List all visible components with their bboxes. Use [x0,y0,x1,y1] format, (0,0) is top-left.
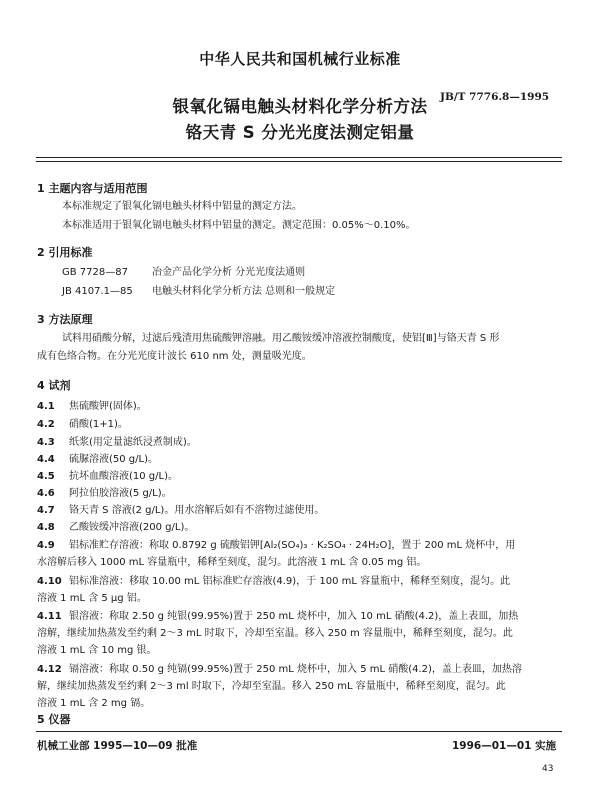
footer-divider [36,731,562,732]
section-1-paragraph-2: 本标准适用于银氧化镉电触头材料中铝量的测定。测定范围：0.05%～0.10%。 [62,220,416,231]
reagent-text: 纸浆(用定量滤纸浸煮制成)。 [69,437,197,448]
reagent-text-continued: 水溶解后移入 1000 mL 容量瓶中，稀释至刻度，混匀。此溶液 1 mL 含 0.05 mg 铝。 [37,557,427,568]
reagent-number: 4.6 [37,488,55,499]
section-3-line-2: 成有色络合物。在分光光度计波长 610 nm 处，测量吸光度。 [37,351,312,362]
reagent-text: 乙酸铵缓冲溶液(200 g/L)。 [69,522,195,533]
reference-code: JB 4107.1—85 [62,286,133,297]
reagent-number: 4.5 [37,471,55,482]
reagent-number: 4.1 [37,401,55,412]
reference-title: 电触头材料化学分析方法 总则和一般规定 [152,286,336,297]
reagent-text: 抗坏血酸溶液(10 g/L)。 [69,471,178,482]
reagent-number: 4.9 [37,540,55,551]
reagent-item [37,400,147,414]
page-number: 43 [542,764,554,774]
reagent-item [37,504,324,518]
reagent-text-continued: 溶液 1 mL 含 2 mg 镉。 [37,698,151,709]
section-2-heading: 2 引用标准 [37,246,93,259]
reagent-text: 阿拉伯胶溶液(5 g/L)。 [69,488,172,499]
reagent-item [37,436,197,450]
reagent-text-continued: 溶液 1 mL 含 10 mg 银。 [37,645,157,656]
reagent-item-4-12 [37,663,522,677]
reagent-text: 镉溶液：称取 0.50 g 纯镉(99.95%)置于 250 mL 烧杯中，加入 5 mL 硝酸(4.2)，盖上表皿，加热溶 [69,664,522,675]
reagent-text: 银溶液：称取 2.50 g 纯银(99.95%)置于 250 mL 烧杯中，加入 10 mL 硝酸(4.2)，盖上表皿，加热 [69,611,519,622]
title-line-1: 银氧化镉电触头材料化学分析方法 [172,97,428,116]
effective-date: 1996—01—01 实施 [452,740,557,752]
section-5-heading: 5 仪器 [37,713,71,726]
reference-code: GB 7728—87 [62,267,128,278]
reagent-number: 4.4 [37,454,55,465]
reagent-text: 硫脲溶液(50 g/L)。 [69,454,158,465]
reagent-text: 焦硫酸钾(固体)。 [69,401,147,412]
standard-category: 中华人民共和国机械行业标准 [199,50,401,68]
reagent-text: 硝酸(1+1)。 [69,419,128,430]
reagent-number: 4.8 [37,522,55,533]
section-3-line-1: 试料用硝酸分解，过滤后残渣用焦硫酸钾溶融。用乙酸铵缓冲溶液控制酸度，使铝[Ⅲ]与铬天青 S 形 [62,333,500,344]
reagent-text-continued: 溶液 1 mL 含 5 μg 铝。 [37,593,147,604]
reagent-item [37,453,158,467]
section-4-heading: 4 试剂 [37,379,71,392]
reagent-number: 4.11 [37,611,62,622]
reagent-number: 4.10 [37,576,62,587]
standard-number: JB/T 7776.8—1995 [440,91,550,103]
approval-date: 机械工业部 1995—10—09 批准 [37,740,198,752]
reagent-number: 4.12 [37,664,62,675]
reagent-text: 铬天青 S 溶液(2 g/L)。用水溶解后如有不溶物过滤使用。 [69,505,325,516]
reagent-item-4-11 [37,610,518,624]
reagent-number: 4.2 [37,419,55,430]
title-line-2: 铬天青 S 分光光度法测定铝量 [185,123,415,142]
reagent-item [37,521,194,535]
reagent-text: 铝标准溶液：移取 10.00 mL 铝标准贮存溶液(4.9)，于 100 mL 容量瓶中，稀释至刻度，混匀。此 [69,576,511,587]
reagent-item [37,487,172,501]
section-3-heading: 3 方法原理 [37,313,93,326]
reagent-text-continued: 溶解，继续加热蒸发至约剩 2～3 mL 时取下，冷却至室温。移入 250 m 容量瓶中，稀释至刻度，混匀。此 [37,628,513,639]
reagent-text-continued: 解，继续加热蒸发至约剩 2～3 ml 时取下，冷却至室温。移入 250 mL 容量瓶中，稀释至刻度，混匀。此 [37,681,506,692]
reagent-number: 4.7 [37,505,55,516]
reagent-item-4-9 [37,539,515,553]
reference-item [62,285,335,299]
reference-item [62,266,305,280]
reagent-item-4-10 [37,575,510,589]
section-1-heading: 1 主题内容与适用范围 [37,182,148,195]
header-divider [36,157,562,162]
reagent-item [37,418,128,432]
reagent-number: 4.3 [37,437,55,448]
reagent-item [37,470,178,484]
section-1-paragraph-1: 本标准规定了银氧化镉电触头材料中铝量的测定方法。 [62,201,302,212]
reagent-text: 铝标准贮存溶液：称取 0.8792 g 硫酸铝钾[Al₂(SO₄)₃ · K₂SO₄ · 24H₂O]，置于 200 mL 烧杯中，用 [69,540,516,551]
reference-title: 冶金产品化学分析 分光光度法通则 [152,267,306,278]
